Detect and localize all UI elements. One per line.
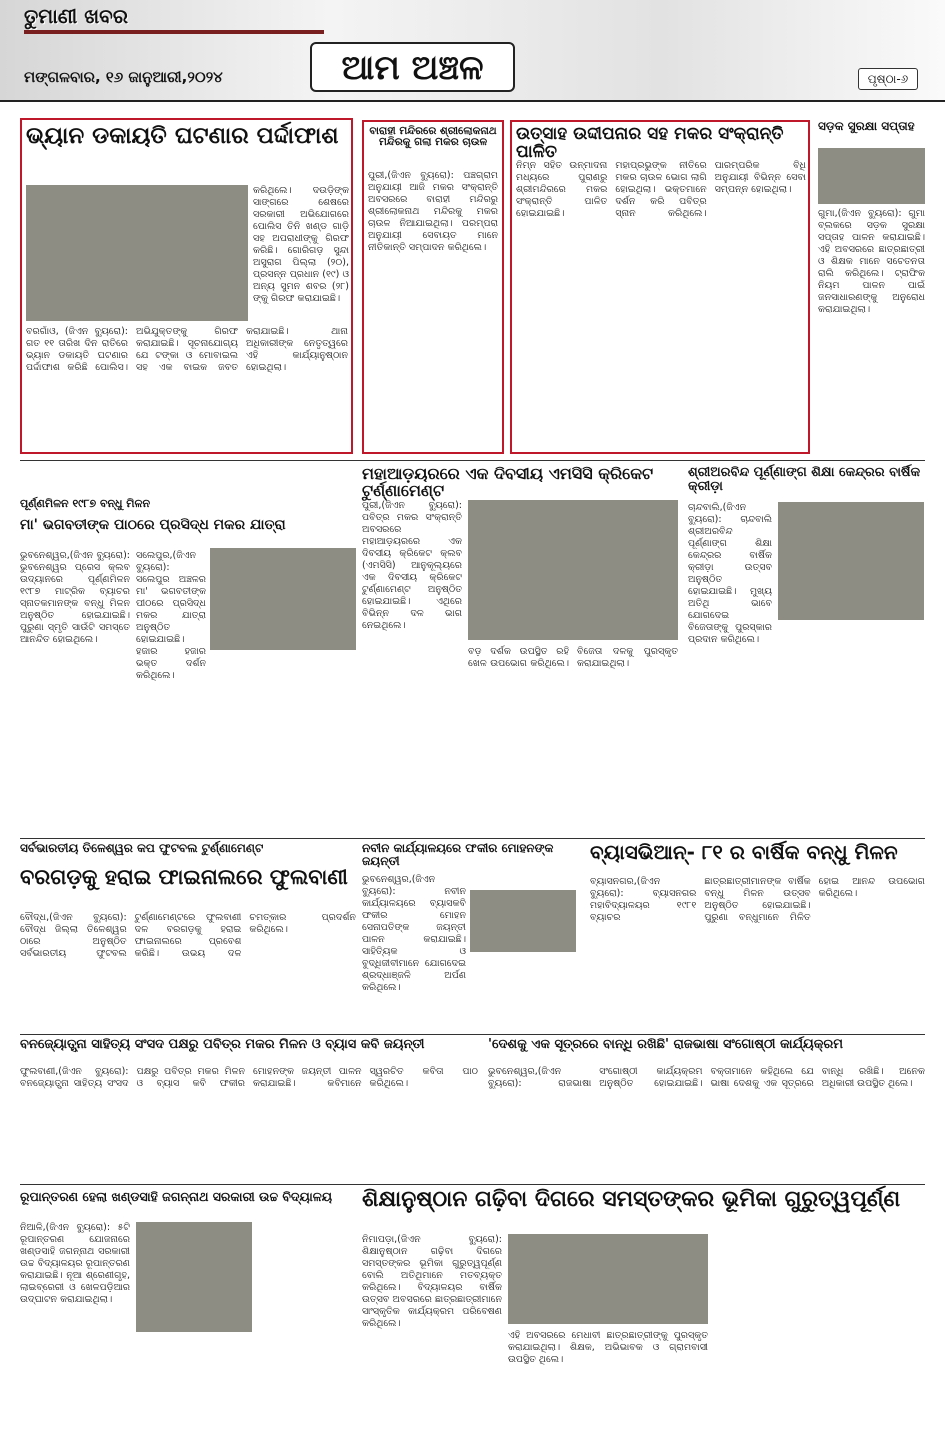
article-body: ପୁରୀ,(ଜିଏନ ବ୍ୟୁରୋ): ପଞ୍ଚଗ୍ରାମ ଅନୁଯାୟୀ ଆଜି ମକର ସଂକ୍ରାନ୍ତି ଅବସରରେ ବାରାହୀ ମନ୍ଦିରରୁ ଶ୍ରୀଲୋକନାଥ ମନ୍ଦିରକୁ ମକର ଚାଉଳ ନିଆଯାଇଥିଲା। ପରମ୍ପରା ଅନୁଯାୟୀ ସେବାୟତ ମାନେ ନୀତିକାନ୍ତି ସମ୍ପାଦନ କରିଥିଲେ। — [368, 170, 498, 253]
headline: ମହାଆଡ଼ୟରରେ ଏକ ଦିବସୀୟ ଏମସିସି କ୍ରିକେଟ ଟୁର୍ଣ୍ଣାମେଣ୍ଟ — [362, 464, 654, 500]
headline: ଶ୍ରୀଅରବିନ୍ଦ ପୂର୍ଣ୍ଣାଙ୍ଗ ଶିକ୍ଷା କେନ୍ଦ୍ରର ବାର୍ଷିକ କ୍ରୀଡ଼ା — [688, 465, 921, 494]
divider — [20, 1034, 925, 1035]
photo-road-safety — [818, 148, 925, 204]
divider — [20, 460, 925, 461]
headline: ରୂପାନ୍ତରଣ ହେଲା ଖଣ୍ଡସାହି ଜଗନ୍ନାଥ ସରକାରୀ ଉଚ୍ଚ ବିଦ୍ୟାଳୟ — [20, 1189, 333, 1204]
article-body: ଭୁବନେଶ୍ୱର,(ଜିଏନ ବ୍ୟୁରୋ): ରାଜଭାଷା ସଂଗୋଷ୍ଠୀ କାର୍ଯ୍ୟକ୍ରମ ଅନୁଷ୍ଠିତ ହୋଇଯାଇଛି। ବକ୍ତାମାନେ କହିଥିଲେ ଯେ ଭାଷା ଦେଶକୁ ଏକ ସୂତ୍ରରେ ବାନ୍ଧି ରଖିଛି। ଅନେକ ଅଧିକାରୀ ଉପସ୍ଥିତ ଥିଲେ। — [488, 1066, 925, 1089]
photo-cricket-ground — [468, 500, 678, 640]
photo-jayanti — [470, 890, 576, 952]
headline: ଭ୍ୟାନ ଡକାୟତି ଘଟଣାର ପର୍ଦ୍ଦାଫାଶ — [26, 123, 339, 149]
article-body: ବରଗାଁଓ, (ଜିଏନ ବ୍ୟୁରୋ): ଗତ ୧୧ ତାରିଖ ଦିନ ରାତିରେ ଭ୍ୟାନ ଡକାୟତି ଘଟଣାର ପର୍ଦ୍ଦାଫାଶ କରିଛି ପୋଲିସ। ଅଭିଯୁକ୍ତଙ୍କୁ ଗିରଫ କରାଯାଇଛି। ସୂଚନାଯୋଗ୍ୟ ଯେ ଟଙ୍କା ଓ ମୋବାଇଲ ସହ ଏକ ବାଇକ ଜବତ କରାଯାଇଛି। ଥାନା ଅଧିକାରୀଙ୍କ ନେତୃତ୍ୱରେ ଏହି କାର୍ଯ୍ୟାନୁଷ୍ଠାନ ହୋଇଥିଲା। — [26, 326, 348, 373]
article-body: କରିଥିଲେ। ଦଉଡ଼ିଙ୍କ ସାଙ୍ଗରେ ଶେଷରେ ସରକାରୀ ଅଭିଯୋଗରେ ପୋଲିସ ତିନି ଖଣ୍ଡ ଗାଡ଼ି ସହ ଅପରାଧୀଙ୍କୁ ଗିରଫ କରିଛି। ଗୋରିଗଡ଼ ସୁନ୍ଦା ଅସୁରାଗ ପିଲ୍ଲା (୨୦), ପ୍ରସନ୍ନ ପ୍ରଧାନ (୧୯) ଓ ଅନ୍ୟ ସୁମନ ଶବର (୨୮) ଙ୍କୁ ଗିରଫ କରାଯାଇଛି। — [253, 185, 349, 304]
section-title: ଆମ ଅଞ୍ଚଳ — [310, 42, 515, 92]
article-body: ଏହି ଅବସରରେ ମେଧାବୀ ଛାତ୍ରଛାତ୍ରୀଙ୍କୁ ପୁରସ୍କୃତ କରାଯାଇଥିଲା। ଶିକ୍ଷକ, ଅଭିଭାବକ ଓ ଗ୍ରାମବାସୀ ଉପସ୍ଥିତ ଥିଲେ। — [508, 1330, 708, 1365]
article-body: ଭୁବନେଶ୍ୱର,(ଜିଏନ ବ୍ୟୁରୋ): ଭୁବନେଶ୍ୱର ପ୍ରେସ କ୍ଲବ ଉଦ୍ୟାନରେ ପୂର୍ଣ୍ଣମିଳନ ୧୯୮୭ ମାଟ୍ରିକ ବ୍ୟାଚର ସ୍ନାତକମାନଙ୍କ ବନ୍ଧୁ ମିଳନ ଅନୁଷ୍ଠିତ ହୋଇଯାଇଛି। ପୁରୁଣା ସ୍ମୃତି ସାଉଁଟି ସମସ୍ତେ ଆନନ୍ଦିତ ହୋଇଥିଲେ। — [20, 550, 130, 645]
newspaper-brand: ତୁମାଣୀ ଖବର — [24, 4, 128, 28]
kicker: ପୂର୍ଣ୍ଣମିଳନ ୧୯୮୭ ବନ୍ଧୁ ମିଳନ — [20, 497, 151, 510]
headline: ମା' ଭଗବତୀଙ୍କ ପାଠରେ ପ୍ରସିଦ୍ଧ ମକର ଯାତ୍ରା — [20, 517, 286, 533]
article-body: ନିମାପଡ଼ା,(ଜିଏନ ବ୍ୟୁରୋ): ଶିକ୍ଷାନୁଷ୍ଠାନ ଗଢ଼ିବା ଦିଗରେ ସମସ୍ତଙ୍କର ଭୂମିକା ଗୁରୁତ୍ୱପୂର୍ଣ୍ଣ ବୋଲି ଅତିଥିମାନେ ମତବ୍ୟକ୍ତ କରିଥିଲେ। ବିଦ୍ୟାଳୟର ବାର୍ଷିକ ଉତ୍ସବ ଅବସରରେ ଛାତ୍ରଛାତ୍ରୀମାନେ ସାଂସ୍କୃତିକ କାର୍ଯ୍ୟକ୍ରମ ପରିବେଷଣ କରିଥିଲେ। — [362, 1234, 502, 1329]
headline: ବନଜ୍ୟୋତ୍ସ୍ନା ସାହିତ୍ୟ ସଂସଦ ପକ୍ଷରୁ ପବିତ୍ର ମକର ମିଳନ ଓ ବ୍ୟାସ କବି ଜୟନ୍ତୀ — [20, 1037, 425, 1052]
article-body: ନିଆଳି,(ଜିଏନ ବ୍ୟୁରୋ): ୫ଟି ରୂପାନ୍ତରଣ ଯୋଜନାରେ ଖଣ୍ଡସାହି ଜଗନ୍ନାଥ ସରକାରୀ ଉଚ୍ଚ ବିଦ୍ୟାଳୟର ରୂପାନ୍ତରଣ କରାଯାଇଛି। ନୂଆ ଶ୍ରେଣୀଗୃହ, ଲାଇବ୍ରେରୀ ଓ ଖେଳପଡ଼ିଆର ଉଦ୍‌ଘାଟନ କରାଯାଇଥିଲା। — [20, 1222, 130, 1305]
divider — [20, 838, 925, 839]
article-body: ନିମ୍ନ ସହିତ ଉନ୍ମାଦନା ମଧ୍ୟରେ ପୁରାଣରୁ ଶ୍ରୀମନ୍ଦିରରେ ମକର ସଂକ୍ରାନ୍ତି ପାଳିତ ହୋଇଯାଇଛି। ମହାପ୍ରଭୁଙ୍କ ନୀତିରେ ମକର ଚାଉଳ ଭୋଗ ଲାଗି ହୋଇଥିଲା। ଭକ୍ତମାନେ ଦର୍ଶନ କରି ପବିତ୍ର ସ୍ନାନ କରିଥିଲେ। ପାରମ୍ପରିକ ବିଧି ଅନୁଯାୟୀ ବିଭିନ୍ନ ସେବା ସମ୍ପନ୍ନ ହୋଇଥିଲା। — [516, 160, 806, 219]
headline: 'ଦେଶକୁ ଏକ ସୂତ୍ରରେ ବାନ୍ଧି ରଖିଛି' ରାଜଭାଷା ସଂଗୋଷ୍ଠୀ କାର୍ଯ୍ୟକ୍ରମ — [488, 1037, 843, 1052]
photo-education-stage — [508, 1234, 708, 1324]
headline: ଶିକ୍ଷାନୁଷ୍ଠାନ ଗଢ଼ିବା ଦିଗରେ ସମସ୍ତଙ୍କର ଭୂମିକା ଗୁରୁତ୍ୱପୂର୍ଣ୍ଣ — [362, 1187, 901, 1212]
headline: ଉତ୍ସାହ ଉଦ୍ଦୀପନାର ସହ ମକର ସଂକ୍ରାନ୍ତି ପାଳିତ — [516, 124, 784, 162]
headline: ସଡ଼କ ସୁରକ୍ଷା ସପ୍ତାହ — [818, 119, 915, 133]
headline: ନବୀନ କାର୍ଯ୍ୟାଳୟରେ ଫକୀର ମୋହନଙ୍କ ଜୟନ୍ତୀ — [362, 841, 554, 868]
photo-temple — [210, 548, 356, 650]
article-body: ଭୁବନେଶ୍ୱର,(ଜିଏନ ବ୍ୟୁରୋ): ନବୀନ କାର୍ଯ୍ୟାଳୟରେ ବ୍ୟାସକବି ଫକୀର ମୋହନ ସେନାପତିଙ୍କ ଜୟନ୍ତୀ ପାଳନ କରାଯାଇଛି। ସାହିତ୍ୟିକ ଓ ବୁଦ୍ଧିଜୀବୀମାନେ ଯୋଗଦେଇ ଶ୍ରଦ୍ଧାଞ୍ଜଳି ଅର୍ପଣ କରିଥିଲେ। — [362, 874, 466, 993]
photo-robbery-arrest — [26, 185, 248, 321]
brand-underline — [24, 30, 324, 34]
headline: ବରଗଡ଼କୁ ହରାଇ ଫାଇନାଲରେ ଫୁଲବାଣୀ — [20, 865, 348, 889]
article-body: ବଡ଼ ଦର୍ଶକ ଉପସ୍ଥିତ ରହି ଖେଳ ଉପଭୋଗ କରିଥିଲେ। ବିଜେତା ଦଳକୁ ପୁରସ୍କୃତ କରାଯାଇଥିଲା। — [468, 646, 678, 669]
issue-date: ମଙ୍ଗଳବାର, ୧୬ ଜାନୁଆରୀ,୨୦୨୪ — [24, 68, 223, 86]
page-number: ପୃଷ୍ଠା-୬ — [858, 68, 918, 90]
headline: ବ୍ୟାସଭିଆନ୍- ୮୧ ର ବାର୍ଷିକ ବନ୍ଧୁ ମିଳନ — [590, 840, 898, 864]
photo-sports-event — [778, 502, 924, 620]
article-body: ବୌଦ୍ଧ,(ଜିଏନ ବ୍ୟୁରୋ): ବୌଦ୍ଧ ଜିଲ୍ଲା ତିଳେଶ୍ୱର ଠାରେ ଅନୁଷ୍ଠିତ ସର୍ବଭାରତୀୟ ଫୁଟବଲ ଟୁର୍ଣ୍ଣାମେଣ୍ଟରେ ଫୁଲବାଣୀ ଦଳ ବରଗଡ଼କୁ ହରାଇ ଫାଇନାଲରେ ପ୍ରବେଶ କରିଛି। ଉଭୟ ଦଳ ଚମତ୍କାର ପ୍ରଦର୍ଶନ କରିଥିଲେ। — [20, 912, 356, 959]
article-body: ବ୍ୟାସନଗର,(ଜିଏନ ବ୍ୟୁରୋ): ବ୍ୟାସନଗର ମହାବିଦ୍ୟାଳୟର ୧୯୮୧ ବ୍ୟାଚର ଛାତ୍ରଛାତ୍ରୀମାନଙ୍କ ବାର୍ଷିକ ବନ୍ଧୁ ମିଳନ ଉତ୍ସବ ଅନୁଷ୍ଠିତ ହୋଇଯାଇଛି। ପୁରୁଣା ବନ୍ଧୁମାନେ ମିଳିତ ହୋଇ ଆନନ୍ଦ ଉପଭୋଗ କରିଥିଲେ। — [590, 876, 925, 923]
article-body: ଗୁମା,(ଜିଏନ ବ୍ୟୁରୋ): ଗୁମା ବ୍ଲକରେ ସଡ଼କ ସୁରକ୍ଷା ସପ୍ତାହ ପାଳନ କରାଯାଇଛି। ଏହି ଅବସରରେ ଛାତ୍ରଛାତ୍ରୀ ଓ ଶିକ୍ଷକ ମାନେ ସଚେତନତା ରାଲି କରିଥିଲେ। ଟ୍ରାଫିକ ନିୟମ ପାଳନ ପାଇଁ ଜନସାଧାରଣଙ୍କୁ ଅନୁରୋଧ କରାଯାଇଥିଲା। — [818, 208, 925, 315]
article-body: ଫୁଲବାଣୀ,(ଜିଏନ ବ୍ୟୁରୋ): ବନଜ୍ୟୋତ୍ସ୍ନା ସାହିତ୍ୟ ସଂସଦ ପକ୍ଷରୁ ପବିତ୍ର ମକର ମିଳନ ଓ ବ୍ୟାସ କବି ଫକୀର ମୋହନଙ୍କ ଜୟନ୍ତୀ ପାଳନ କରାଯାଇଛି। କବିମାନେ ସ୍ୱରଚିତ କବିତା ପାଠ କରିଥିଲେ। — [20, 1066, 478, 1089]
headline: ବାରାହୀ ମନ୍ଦିରରେ ଶ୍ରୀଲୋକନାଥ ମନ୍ଦିରକୁ ଗଲା ମକର ଚାଉଳ — [369, 125, 497, 149]
article-body: ଚାନ୍ଦବାଲି,(ଜିଏନ ବ୍ୟୁରୋ): ଚାନ୍ଦବାଲି ଶ୍ରୀଅରବିନ୍ଦ ପୂର୍ଣ୍ଣାଙ୍ଗ ଶିକ୍ଷା କେନ୍ଦ୍ରର ବାର୍ଷିକ କ୍ରୀଡ଼ା ଉତ୍ସବ ଅନୁଷ୍ଠିତ ହୋଇଯାଇଛି। ମୁଖ୍ୟ ଅତିଥି ଭାବେ ଯୋଗଦେଇ ବିଜେତାଙ୍କୁ ପୁରସ୍କାର ପ୍ରଦାନ କରିଥିଲେ। — [688, 502, 772, 645]
photo-school-gate — [136, 1222, 252, 1332]
article-body: ପୁରୀ,(ଜିଏନ ବ୍ୟୁରୋ): ପବିତ୍ର ମକର ସଂକ୍ରାନ୍ତି ଅବସରରେ ମହାଆଡ଼ୟରରେ ଏକ ଦିବସୀୟ କ୍ରିକେଟ କ୍ଲବ (ଏମସିସି) ଆନୁକୂଲ୍ୟରେ ଏକ ଦିବସୀୟ କ୍ରିକେଟ ଟୁର୍ଣ୍ଣାମେଣ୍ଟ ଅନୁଷ୍ଠିତ ହୋଇଯାଇଛି। ଏଥିରେ ବିଭିନ୍ନ ଦଳ ଭାଗ ନେଇଥିଲେ। — [362, 500, 462, 631]
divider — [20, 1184, 925, 1185]
kicker: ସର୍ବଭାରତୀୟ ତିଳେଶ୍ୱର କପ ଫୁଟବଲ ଟୁର୍ଣ୍ଣାମେଣ୍ଟ — [20, 841, 264, 855]
article-body: ସଲେପୁର,(ଜିଏନ ବ୍ୟୁରୋ): ସଲେପୁର ଅଞ୍ଚଳର ମା' ଭଗବତୀଙ୍କ ପୀଠରେ ପ୍ରସିଦ୍ଧ ମକର ଯାତ୍ରା ଅନୁଷ୍ଠିତ ହୋଇଯାଇଛି। ହଜାର ହଜାର ଭକ୍ତ ଦର୍ଶନ କରିଥିଲେ। — [136, 550, 206, 681]
